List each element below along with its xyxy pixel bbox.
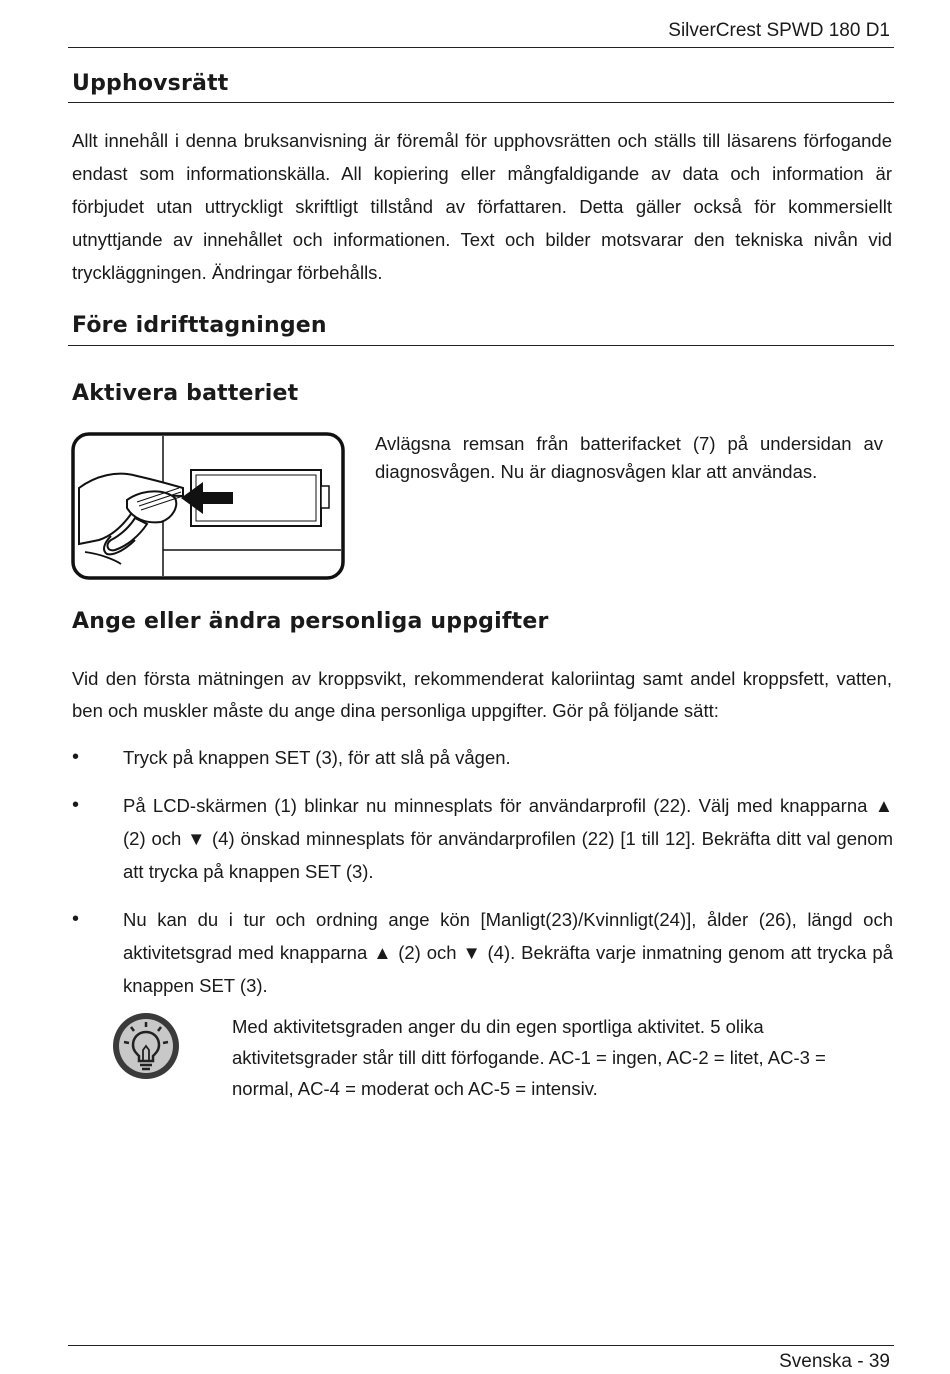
tip-text: Med aktivitetsgraden anger du din egen sportliga aktivitet. 5 olika aktivitetsgrader står till ditt förfogande. AC-1 = ingen, AC-2 = litet, AC-3 = normal, AC-4 = moderat och AC-5 = intensiv.: [232, 1016, 826, 1099]
list-item: Tryck på knappen SET (3), för att slå på vågen.: [123, 747, 511, 768]
bullet-marker: •: [72, 908, 80, 930]
list-item: Nu kan du i tur och ordning ange kön [Manligt(23)/Kvinnligt(24)], ålder (26), längd och aktivitetsgrad med knapparna ▲ (2) och ▼ (4). Bekräfta varje inmatning genom att trycka på knappen SET (3).: [123, 909, 893, 996]
footer-rule: [68, 1345, 894, 1346]
section-title-before-use: Före idrifttagningen: [72, 313, 327, 338]
personal-intro-paragraph: Vid den första mätningen av kroppsvikt, rekommenderat kaloriintag samt andel kroppsfett, vatten, ben och muskler måste du ange dina personliga uppgifter. Gör på följande sätt:: [72, 668, 892, 721]
battery-paragraph: Avlägsna remsan från batterifacket (7) på undersidan av diagnosvågen. Nu är diagnosvågen klar att användas.: [375, 433, 883, 482]
bullet-marker: •: [72, 794, 80, 816]
section-title-personal: Ange eller ändra personliga uppgifter: [72, 609, 549, 634]
header-rule: [68, 47, 894, 48]
document-header: SilverCrest SPWD 180 D1: [668, 20, 890, 41]
lightbulb-icon: [110, 1010, 182, 1082]
section-title-battery: Aktivera batteriet: [72, 381, 299, 406]
list-item: På LCD-skärmen (1) blinkar nu minnesplats för användarprofil (22). Välj med knapparna ▲ (2) och ▼ (4) önskad minnesplats för användarprofilen (22) [1 till 12]. Bekräfta ditt val genom att trycka på knappen SET (3).: [123, 795, 893, 882]
battery-strip-illustration: [71, 432, 345, 580]
page-number: Svenska - 39: [779, 1351, 890, 1372]
section-rule-before-use: [68, 345, 894, 346]
section-rule-copyright: [68, 102, 894, 103]
bullet-marker: •: [72, 746, 80, 768]
copyright-paragraph: Allt innehåll i denna bruksanvisning är föremål för upphovsrätten och ställs till läsarens förfogande endast som informationskälla. All kopiering eller mångfaldigande av data och information är förbjudet utan uttryckligt skriftligt tillstånd av författaren. Detta gäller också för kommersiellt utnyttjande av innehållet och informationen. Text och bilder motsvarar den tekniska nivån vid tryckläggningen. Ändringar förbehålls.: [72, 130, 892, 283]
section-title-copyright: Upphovsrätt: [72, 71, 229, 96]
